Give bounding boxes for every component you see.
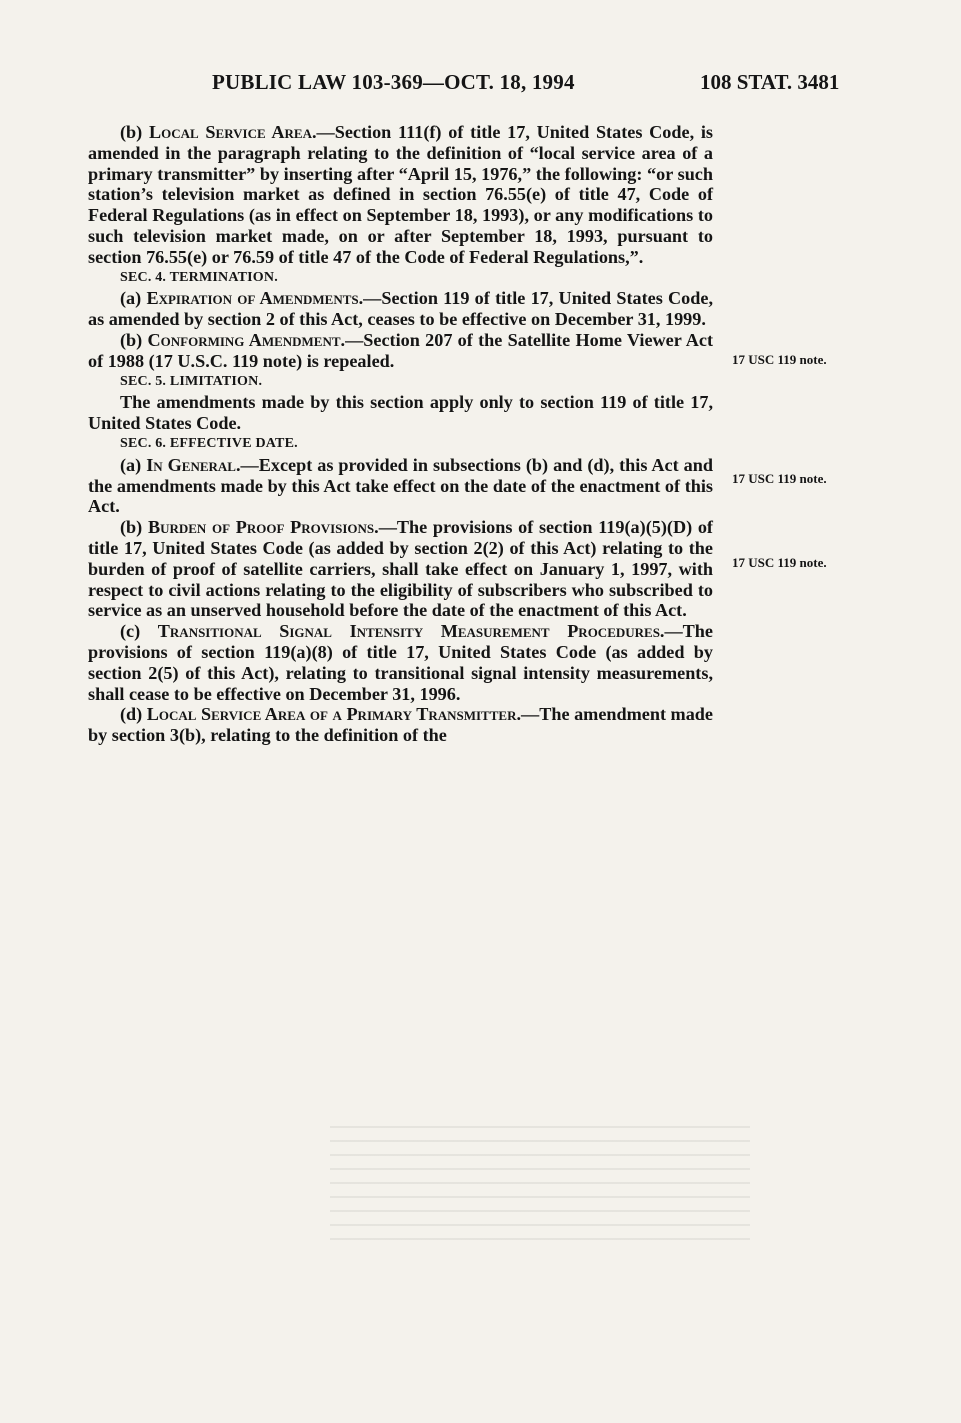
paragraph-local-service-area: [88, 122, 713, 268]
section-6-subsection-d: [88, 704, 713, 746]
paragraph-text: —The provisions of section 119(a)(5)(D) of title 17, United States Code (as added by section 2(2) of this Act) relating to the burden of proof of satellite carriers, shall take effect on January 1, 1997, with respect to civil actions relating to the eligibility of subscribers who subscribed to service as an unserved household before the date of the enactment of this Act.: [88, 517, 713, 621]
reverse-side-bleed-through: [330, 1120, 750, 1240]
section-6-subsection-c: [88, 621, 713, 704]
section-5-text: The amendments made by this section apply only to section 119 of title 17, United States Code.: [88, 392, 713, 434]
paragraph-text: —The provisions of section 119(a)(8) of title 17, United States Code (as added by section 2(5) of this Act), relating to transitional signal intensity measurements, shall cease to be effective on December 31, 1996.: [88, 621, 713, 704]
subsection-heading: Conforming Amendment.: [147, 329, 346, 350]
subsection-label: (b): [120, 122, 149, 142]
running-header: [0, 70, 961, 100]
body-text: [88, 122, 713, 746]
section-6-subsection-b: [88, 517, 713, 621]
subsection-label: (a): [120, 288, 147, 309]
margin-note-section-6: 17 USC 119 note.: [732, 555, 827, 570]
section-6-heading: SEC. 6. EFFECTIVE DATE.: [120, 435, 298, 451]
paragraph-text: —Except as provided in subsections (b) and (d), this Act and the amendments made by this Act take effect on the date of the enactment of this Act.: [88, 454, 713, 517]
subsection-label: (d): [120, 704, 147, 725]
paragraph-text: —Section 119 of title 17, United States Code, as amended by section 2 of this Act, ceases to be effective on December 31, 1999.: [88, 288, 714, 330]
section-6-subsection-a: [88, 455, 713, 517]
subsection-label: (a): [120, 454, 147, 475]
section-4-subsection-b: [88, 330, 713, 372]
section-4-subsection-a: [88, 288, 713, 330]
margin-note-section-5: 17 USC 119 note.: [732, 471, 827, 486]
subsection-heading: Transitional Signal Intensity Measurement Procedures.: [157, 621, 665, 642]
section-4-heading: SEC. 4. TERMINATION.: [120, 269, 278, 285]
subsection-label: (b): [120, 329, 148, 350]
subsection-heading: Burden of Proof Provisions.: [147, 517, 379, 538]
section-5-heading: SEC. 5. LIMITATION.: [120, 373, 263, 389]
paragraph-text: —The amendment made by section 3(b), relating to the definition of the: [88, 704, 713, 746]
paragraph-text: —Section 207 of the Satellite Home Viewer Act of 1988 (17 U.S.C. 119 note) is repealed.: [88, 329, 713, 371]
subsection-heading: Local Service Area.: [148, 122, 317, 142]
subsection-heading: Local Service Area of a Primary Transmitter.: [146, 704, 522, 725]
paragraph-text: —Section 111(f) of title 17, United States Code, is amended in the paragraph relating to the definition of “local service area of a primary transmitter” by inserting after “April 15, 1976,” the following: “or such station’s television market as defined in section 76.55(e) of title 47, Code of Federal Regulations (as in effect on September 18, 1993), or any modifications to such television market made, on or after September 18, 1993, pursuant to section 76.55(e) or 76.59 of title 47 of the Code of Federal Regulations,”.: [88, 122, 714, 267]
subsection-heading: In General.: [146, 454, 241, 475]
margin-note-section-4: 17 USC 119 note.: [732, 352, 827, 367]
header-title: PUBLIC LAW 103-369—OCT. 18, 1994: [212, 70, 575, 94]
subsection-label: (b): [120, 517, 148, 538]
subsection-heading: Expiration of Amendments.: [146, 288, 364, 309]
subsection-label: (c): [120, 621, 158, 642]
header-stat-page: 108 STAT. 3481: [700, 70, 840, 94]
